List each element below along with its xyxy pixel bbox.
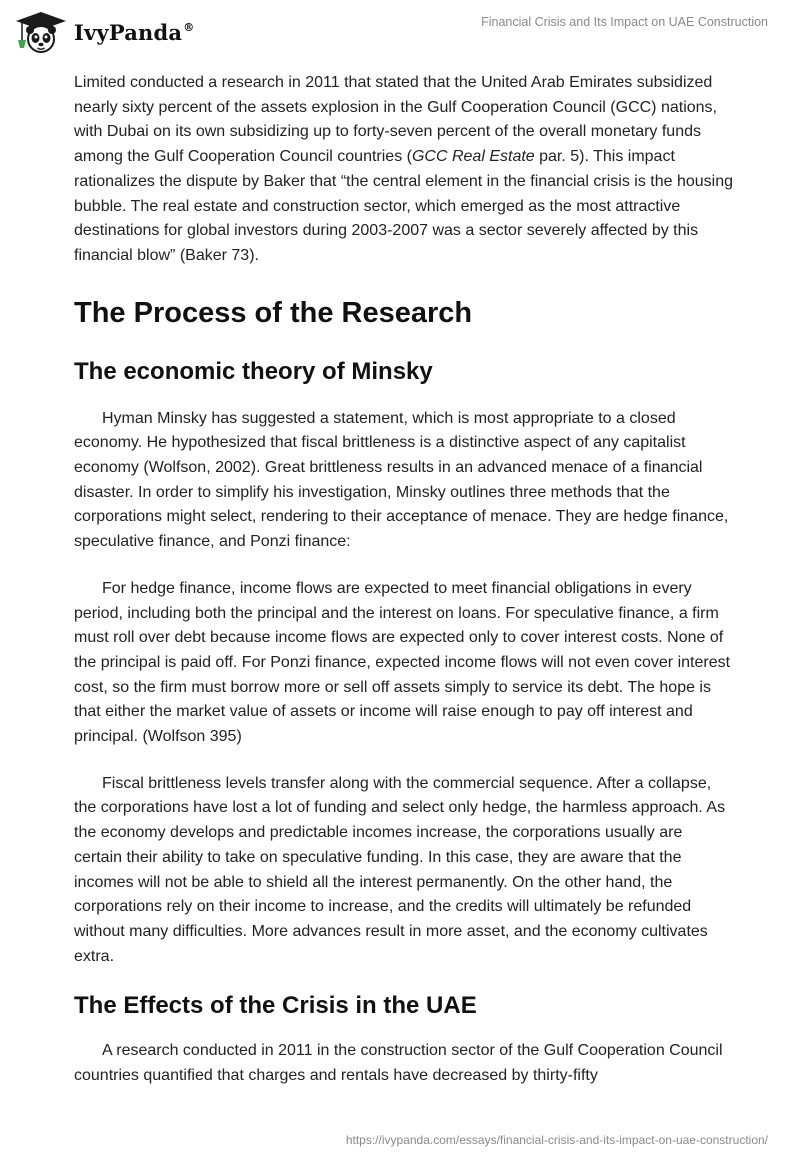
block-quote: For hedge finance, income flows are expected to meet financial obligations in every period, including both the principal and the interest on loans. For speculative finance, a firm must roll over debt because income flows are expected only to cover interest costs. None of the principal is paid off. For Ponzi finance, expected income flows will not even cover interest cost, so the firm must borrow more or sell off assets simply to service its debt. The hope is that either the market value of assets or income will raise enough to pay off interest and principal. (Wolfson 395) (74, 579, 731, 746)
paragraph: Fiscal brittleness levels transfer along with the commercial sequence. After a collapse, the corporations have lost a lot of funding and select only hedge, the harmless approach. As the economy develops and predictable incomes increase, the corporations usually are certain their ability to take on speculative funding. In this case, they are aware that the incomes will not be able to shield all the interest permanently. On the other hand, the corporations rely on their income to increase, and the credits will ultimately be refunded without many difficulties. More advances result in more asset, and the economy cultivates extra. (74, 774, 726, 965)
document-title: Financial Crisis and Its Impact on UAE Construction (481, 15, 768, 29)
panda-graduate-icon (14, 10, 68, 54)
subsection-heading-minsky: The economic theory of Minsky (74, 357, 433, 385)
section-heading: The Process of the Research (74, 296, 473, 329)
registered-mark: ® (183, 20, 195, 34)
article-body (74, 71, 734, 1111)
source-url-link[interactable]: https://ivypanda.com/essays/financial-crisis-and-its-impact-on-uae-construction/ (345, 1133, 768, 1147)
subsection-heading-effects: The Effects of the Crisis in the UAE (74, 992, 477, 1020)
intro-paragraph: Limited conducted a research in 2011 that stated that the United Arab Emirates subsidized nearly sixty percent of the assets explosion in the Gulf Cooperation Council (GCC) nations, with Dubai on its own subsidizing up to forty-seven percent of the overall monetary funds among the Gulf Cooperation Council countries (GCC Real Estate par. 5). This impact rationalizes the dispute by Baker that “the central element in the financial crisis is the housing bubble. The real estate and construction sector, which emerged as the most attractive destinations for global investors during 2003-2007 was a sector severely affected by this financial blow” (Baker 73). (74, 74, 734, 264)
cited-source-title: GCC Real Estate (411, 148, 535, 166)
site-logo[interactable] (14, 10, 194, 54)
paragraph: Hyman Minsky has suggested a statement, which is most appropriate to a closed economy. He hypothesized that fiscal brittleness is a distinctive aspect of any capitalist economy (Wolfson, 2002). Great brittleness results in an advanced menace of a financial disaster. In order to simplify his investigation, Minsky outlines three methods that the corporations might select, rendering to their acceptance of menace. They are hedge finance, speculative finance, and Ponzi finance: (74, 409, 729, 551)
paragraph: A research conducted in 2011 in the construction sector of the Gulf Cooperation Council countries quantified that charges and rentals have decreased by thirty-fifty (74, 1042, 723, 1085)
logo-text: IvyPanda® (74, 19, 195, 45)
